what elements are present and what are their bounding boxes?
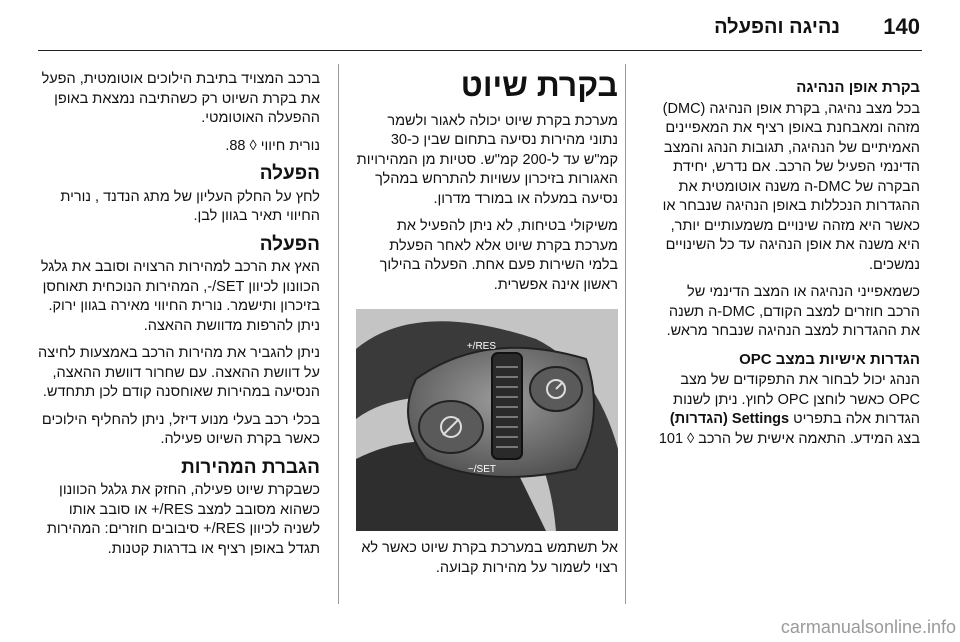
section-heading-activation-2: הפעלה	[259, 233, 320, 255]
steering-wheel-illustration	[356, 309, 618, 531]
paragraph: בכלי רכב בעלי מנוע דיזל, ניתן להחליף הילוכים כאשר בקרת השיוט פעילה.	[41, 411, 320, 447]
header-rule	[38, 50, 922, 51]
paragraph: ניתן להגביר את מהירות הרכב באמצעות לחיצה על דוושת ההאצה. עם שחרור דוושת ההאצה, הנסיעה במהירות שאוחסנה קודם לכן תתחדש.	[38, 345, 320, 400]
column-divider	[625, 64, 626, 604]
column-left	[38, 70, 320, 567]
paragraph	[658, 371, 920, 449]
paragraph: נורית חיווי ◊ 88.	[225, 137, 320, 154]
res-label: RES/+	[466, 341, 496, 352]
page-header	[0, 0, 960, 60]
paragraph: כשמאפייני הנהיגה או המצב הדינמי של הרכב חוזרים למצב הקודם, DMC-ה תשנה את ההגדרות למצב הנהיגה שנבחר מראש.	[666, 284, 920, 339]
paragraph-text: הנהג יכול לבחור את התפקודים של מצב OPC כאשר לוחצן OPC לחוץ. ניתן לשנות הגדרות אלה בתפריט	[673, 372, 920, 427]
paragraph-text: בצג המידע. התאמה אישית של הרכב ◊ 101	[658, 430, 920, 447]
column-right	[658, 70, 920, 457]
paragraph: בכל מצב נהיגה, בקרת אופן הנהיגה (DMC) מזהה ומאבחנת באופן רציף את המאפיינים האמיתיים של הנהיגה, תגובות הנהג והמצב הדינמי הפעיל של הרכב. אם נדרש, יחידת הבקרה של DMC-ה משנה אוטומטית את ההגדרות הנכללות באופן הנהיגה שנבחר או כאשר היא מזהה שינויים משמעותיים יותר, היא משנה את אופן הנהיגה עד כל השינויים נמשכים.	[662, 100, 920, 273]
section-heading-opc: הגדרות אישיות במצב OPC	[739, 350, 920, 368]
page-number: 140	[883, 14, 920, 39]
chapter-title: נהיגה והפעלה	[714, 16, 840, 38]
set-label: SET/−	[467, 464, 496, 475]
section-heading-drive-mode: בקרת אופן הנהיגה	[796, 79, 920, 96]
column-middle	[356, 67, 618, 586]
paragraph: לחץ על החלק העליון של מתג הנדנד , נורית החיווי תאיר בגוון לבן.	[60, 188, 320, 224]
figure-caption: אל תשתמש במערכת בקרת שיוט כאשר לא רצוי לשמור על מהירות קבועה.	[361, 540, 618, 576]
section-heading-activation: הפעלה	[259, 163, 320, 184]
section-heading-increase-speed: הגברת המהירות	[181, 456, 320, 478]
column-divider	[338, 64, 339, 604]
settings-menu-name: Settings (הגדרות)	[669, 411, 790, 427]
paragraph: האץ את הרכב למהירות הרצויה וסובב את גלגל הכוונון לכיוון SET/-, המהירות הנוכחית תאוחסן בזיכרון ותישמר. נורית החיווי מאירה בגוון ירוק. ניתן להרפות מדוושת ההאצה.	[40, 259, 320, 334]
paragraph: משיקולי בטיחות, לא ניתן להפעיל את מערכת בקרת שיוט אלא לאחר הפעלת בלמי השירות פעם אחת. הפעלה בהילוך ראשון אינה אפשרית.	[379, 218, 618, 293]
paragraph: מערכת בקרת שיוט יכולה לאגור ולשמר נתוני מהירות נסיעה בתחום שבין כ-30 קמ"ש עד ל-200 קמ"ש. סטיות מן המהירויות האגורות בזיכרון עשויות להתרחש במהלך נסיעה במעלה או במורד מדרון.	[356, 112, 618, 207]
steering-wheel-controls-figure	[356, 309, 618, 531]
section-title-cruise-control: בקרת שיוט	[460, 67, 618, 103]
paragraph: כשבקרת שיוט פעילה, החזק את גלגל הכוונון כשהוא מסובב למצב RES/+ או סובב אותו לשניה לכיוון RES/+ סיבובים חוזרים: המהירות תגדל באופן רציף או בדרגות קטנות.	[46, 482, 320, 557]
paragraph: ברכב המצויד בתיבת הילוכים אוטומטית, הפעל את בקרת השיוט רק כשהתיבה נמצאת באופן ההפעלה האוטומטי.	[41, 71, 320, 126]
watermark-text: carmanualsonline.info	[780, 617, 956, 637]
